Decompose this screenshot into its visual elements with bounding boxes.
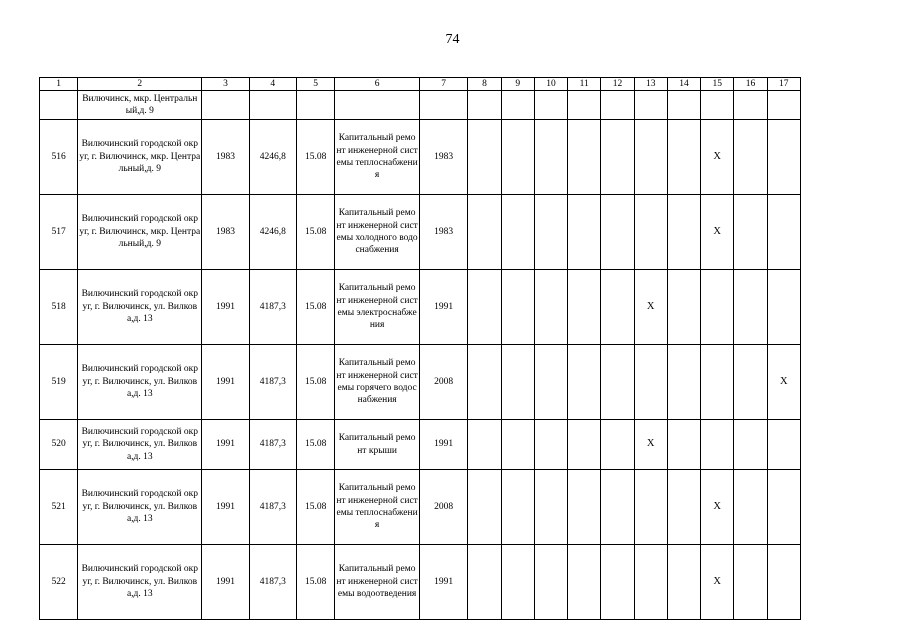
continuation-row [40,91,801,120]
table-row [40,470,801,545]
column-header: 13 [634,78,667,91]
cell-area: 4187,3 [249,420,296,470]
cell-empty [634,545,667,620]
page-number: 74 [445,32,460,47]
cell-year-7: 1983 [419,195,467,270]
table-row [40,195,801,270]
cell-area: 4187,3 [249,270,296,345]
cell-empty [568,545,601,620]
column-header: 6 [335,78,420,91]
cell-empty [468,120,501,195]
column-header: 4 [249,78,296,91]
cell-empty [634,120,667,195]
cell-address: Вилючинский городской округ, г. Вилючинск, ул. Вилкова,д. 13 [78,345,202,420]
table-row [40,270,801,345]
cell-address: Вилючинский городской округ, г. Вилючинск, мкр. Центральный,д. 9 [78,120,202,195]
cell-empty [734,420,767,470]
cell-empty [667,270,700,345]
cell-empty [501,470,534,545]
column-header: 1 [40,78,78,91]
cell-area: 4187,3 [249,545,296,620]
cell-empty [701,270,734,345]
cell-mark: X [634,270,667,345]
cell-address: Вилючинский городской округ, г. Вилючинск, ул. Вилкова,д. 13 [78,545,202,620]
table-body [40,78,801,620]
cell-mark: X [767,345,800,420]
cell-num [40,91,78,120]
cell-year-7: 1991 [419,420,467,470]
cell-code: 15.08 [296,120,334,195]
cell-work: Капитальный ремонт инженерной системы теплоснабжения [335,470,420,545]
cell-empty [734,470,767,545]
cell-code: 15.08 [296,195,334,270]
column-header: 17 [767,78,800,91]
cell-area: 4187,3 [249,345,296,420]
cell-empty [568,420,601,470]
column-header: 9 [501,78,534,91]
cell-empty [667,345,700,420]
cell-empty [734,345,767,420]
cell-year: 1991 [202,345,249,420]
column-header: 12 [601,78,634,91]
cell-code: 15.08 [296,420,334,470]
table-row [40,120,801,195]
cell-empty [667,470,700,545]
cell-num: 519 [40,345,78,420]
cell-work: Капитальный ремонт инженерной системы теплоснабжения [335,120,420,195]
column-header: 14 [667,78,700,91]
cell-empty [501,545,534,620]
cell-empty [468,195,501,270]
cell-empty [701,345,734,420]
cell-empty [734,120,767,195]
cell-empty [468,270,501,345]
cell-area: 4187,3 [249,470,296,545]
cell-address: Вилючинский городской округ, г. Вилючинск, ул. Вилкова,д. 13 [78,270,202,345]
cell-area: 4246,8 [249,120,296,195]
column-header: 16 [734,78,767,91]
cell-address: Вилючинский городской округ, г. Вилючинск, мкр. Центральный,д. 9 [78,195,202,270]
cell-empty [634,195,667,270]
cell-empty [468,470,501,545]
table-row [40,420,801,470]
cell-empty [568,470,601,545]
cell-empty [601,470,634,545]
cell-empty [601,270,634,345]
cell-year: 1991 [202,470,249,545]
cell-year-7: 1983 [419,120,467,195]
cell-empty [667,545,700,620]
cell-empty [734,270,767,345]
cell-empty [601,120,634,195]
cell-empty [767,120,800,195]
cell-address: Вилючинск, мкр. Центральный,д. 9 [78,91,202,120]
cell-empty [534,120,567,195]
cell-year-7: 1991 [419,270,467,345]
cell-empty [767,195,800,270]
cell-empty [568,120,601,195]
cell-address: Вилючинский городской округ, г. Вилючинск, ул. Вилкова,д. 13 [78,420,202,470]
cell-empty [667,420,700,470]
cell-year-7: 1991 [419,545,467,620]
cell-code: 15.08 [296,470,334,545]
cell-empty [601,420,634,470]
column-header: 8 [468,78,501,91]
cell-empty [734,195,767,270]
cell-year: 1983 [202,120,249,195]
cell-empty [767,470,800,545]
table-row [40,345,801,420]
cell-year: 1991 [202,420,249,470]
cell-area: 4246,8 [249,195,296,270]
cell-mark: X [701,195,734,270]
cell-mark: X [701,545,734,620]
cell-empty [501,120,534,195]
column-header: 10 [534,78,567,91]
cell-code: 15.08 [296,545,334,620]
cell-num: 521 [40,470,78,545]
cell-empty [568,345,601,420]
cell-empty [534,545,567,620]
column-header: 15 [701,78,734,91]
cell-empty [734,545,767,620]
cell-num: 520 [40,420,78,470]
cell-empty [701,420,734,470]
cell-year: 1983 [202,195,249,270]
cell-empty [767,270,800,345]
cell-num: 518 [40,270,78,345]
cell-code: 15.08 [296,345,334,420]
cell-num: 516 [40,120,78,195]
column-header: 2 [78,78,202,91]
cell-empty [534,345,567,420]
cell-empty [601,195,634,270]
cell-code: 15.08 [296,270,334,345]
cell-empty [767,545,800,620]
cell-empty [534,195,567,270]
cell-mark: X [701,120,734,195]
cell-year: 1991 [202,545,249,620]
column-header: 5 [296,78,334,91]
cell-empty [501,345,534,420]
cell-empty [634,345,667,420]
table-row [40,545,801,620]
cell-empty [667,120,700,195]
cell-empty [634,470,667,545]
cell-empty [601,345,634,420]
document-table [39,77,801,620]
cell-empty [468,545,501,620]
column-number-row [40,78,801,91]
cell-address: Вилючинский городской округ, г. Вилючинск, ул. Вилкова,д. 13 [78,470,202,545]
cell-mark: X [701,470,734,545]
cell-work: Капитальный ремонт крыши [335,420,420,470]
cell-empty [501,420,534,470]
cell-empty [568,270,601,345]
cell-empty [568,195,601,270]
cell-empty [601,545,634,620]
cell-empty [534,420,567,470]
cell-work: Капитальный ремонт инженерной системы электроснабжения [335,270,420,345]
cell-year-7: 2008 [419,470,467,545]
cell-num: 522 [40,545,78,620]
cell-work: Капитальный ремонт инженерной системы водоотведения [335,545,420,620]
cell-num: 517 [40,195,78,270]
cell-empty [501,270,534,345]
cell-mark: X [634,420,667,470]
cell-empty [534,470,567,545]
column-header: 11 [568,78,601,91]
cell-work: Капитальный ремонт инженерной системы горячего водоснабжения [335,345,420,420]
column-header: 3 [202,78,249,91]
cell-empty [667,195,700,270]
cell-work: Капитальный ремонт инженерной системы холодного водоснабжения [335,195,420,270]
cell-year-7: 2008 [419,345,467,420]
cell-empty [468,345,501,420]
cell-empty [468,420,501,470]
cell-year: 1991 [202,270,249,345]
column-header: 7 [419,78,467,91]
cell-empty [767,420,800,470]
cell-empty [501,195,534,270]
cell-empty [534,270,567,345]
